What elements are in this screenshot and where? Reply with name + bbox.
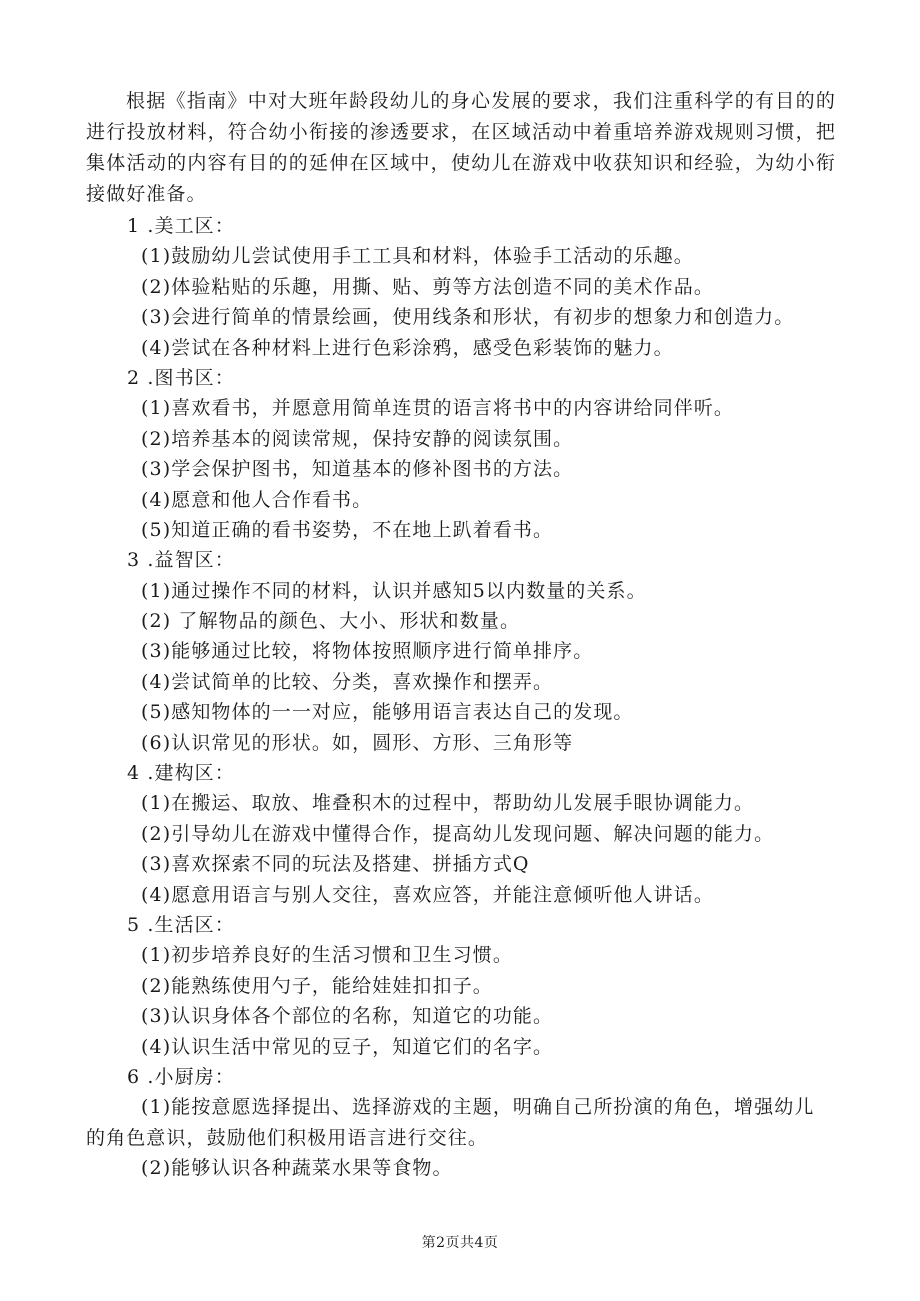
list-item: (4)认识生活中常见的豆子，知道它们的名字。: [141, 1035, 554, 1058]
list-item-continuation: 的角色意识，鼓励他们积极用语言进行交往。: [86, 1126, 489, 1149]
list-item: (2)引导幼儿在游戏中懂得合作，提高幼儿发现问题、解决问题的能力。: [141, 822, 775, 845]
list-item: (2) 了解物品的颜色、大小、形状和数量。: [141, 610, 521, 633]
list-item: (2)能熟练使用勺子，能给娃娃扣扣子。: [141, 974, 493, 997]
list-item: (3)认识身体各个部位的名称，知道它的功能。: [141, 1005, 554, 1028]
list-item: (3)喜欢探索不同的玩法及搭建、拼插方式Q: [141, 853, 530, 876]
list-item: (1)喜欢看书，并愿意用简单连贯的语言将书中的内容讲给同伴听。: [141, 397, 735, 420]
list-item: (3)学会保护图书，知道基本的修补图书的方法。: [141, 458, 574, 481]
list-item: (4)愿意和他人合作看书。: [141, 488, 373, 511]
intro-paragraph: 根据《指南》中对大班年龄段幼儿的身心发展的要求，我们注重科学的有目的的进行投放材料，符合幼小衔接的渗透要求，在区域活动中着重培养游戏规则习惯，把集体活动的内容有目的的延伸在区域中，使幼儿在游戏中收获知识和经验，为幼小衔接做好准备。: [86, 90, 836, 205]
section-heading-art: 1 .美工区：: [127, 215, 235, 237]
list-item: (4)尝试在各种材料上进行色彩涂鸦，感受色彩装饰的魅力。: [141, 336, 674, 359]
list-item: (1)能按意愿选择提出、选择游戏的主题，明确自己所扮演的角色，增强幼儿: [141, 1096, 815, 1119]
list-item: (2)体验粘贴的乐趣，用撕、贴、剪等方法创造不同的美术作品。: [141, 275, 714, 298]
list-item: (1)通过操作不同的材料，认识并感知5以内数量的关系。: [141, 579, 647, 602]
list-item: (5)感知物体的一一对应，能够用语言表达自己的发现。: [141, 701, 634, 724]
list-item: (4)愿意用语言与别人交往，喜欢应答，并能注意倾听他人讲话。: [141, 883, 714, 906]
list-item: (4)尝试简单的比较、分类，喜欢操作和摆弄。: [141, 670, 554, 693]
list-item: (3)能够通过比较，将物体按照顺序进行简单排序。: [141, 640, 594, 663]
list-item: (1)鼓励幼儿尝试使用手工工具和材料，体验手工活动的乐趣。: [141, 245, 694, 268]
list-item: (5)知道正确的看书姿势，不在地上趴着看书。: [141, 518, 554, 541]
page-footer: 第2页共4页: [421, 1235, 499, 1251]
section-list: [0, 211, 920, 1184]
section-heading-kitchen: 6 .小厨房：: [127, 1065, 235, 1088]
section-heading-construction: 4 .建构区：: [127, 762, 235, 785]
section-heading-puzzle: 3 .益智区：: [127, 549, 235, 572]
list-item: (6)认识常见的形状。如，圆形、方形、三角形等: [141, 731, 574, 754]
section-heading-library: 2 .图书区：: [127, 366, 235, 389]
section-heading-life: 5 .生活区：: [127, 913, 235, 936]
list-item: (1)初步培养良好的生活习惯和卫生习惯。: [141, 944, 513, 967]
list-item: (3)会进行简单的情景绘画，使用线条和形状，有初步的想象力和创造力。: [141, 306, 795, 329]
list-item: (1)在搬运、取放、堆叠积木的过程中，帮助幼儿发展手眼协调能力。: [141, 792, 755, 815]
list-item: (2)培养基本的阅读常规，保持安静的阅读氛围。: [141, 427, 574, 450]
list-item: (2)能够认识各种蔬菜水果等食物。: [141, 1157, 453, 1180]
